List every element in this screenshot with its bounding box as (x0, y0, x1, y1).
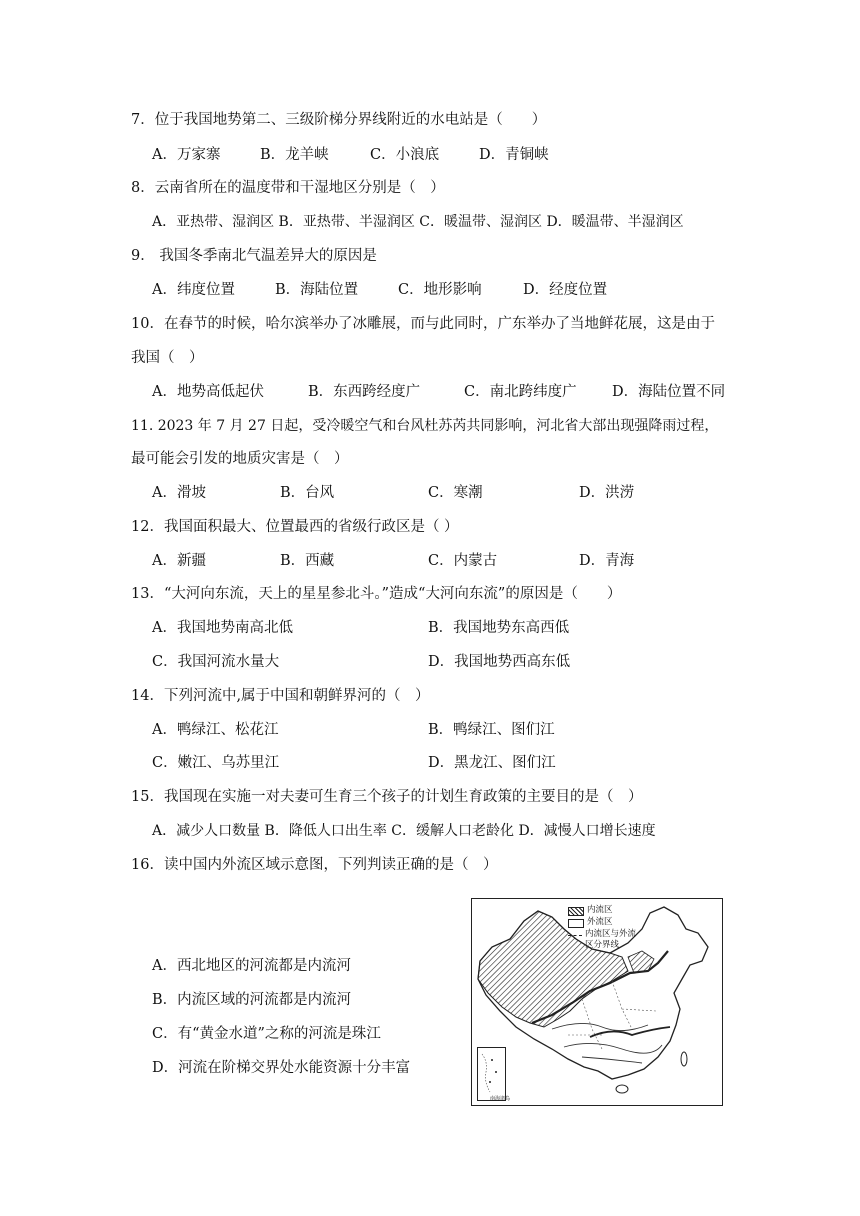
q11-stem-line1: 11. 2023 年 7 月 27 日起，受冷暖空气和台风杜苏芮共同影响，河北省大部出现强降雨过程， (131, 418, 719, 434)
q10-option-a: A．地势高低起伏 (152, 384, 264, 400)
q16-option-d: D．河流在阶梯交界处水能资源十分丰富 (152, 1060, 411, 1076)
q13-option-b: B．我国地势东高西低 (428, 620, 570, 636)
china-drainage-map (471, 898, 723, 1106)
q9-option-b: B．海陆位置 (275, 282, 359, 298)
q14-option-c: C．嫩江、乌苏里江 (152, 755, 280, 771)
q14-option-a: A．鸭绿江、松花江 (152, 722, 279, 738)
q8-stem: 8．云南省所在的温度带和干湿地区分别是（ ） (131, 180, 445, 196)
q8-options: A．亚热带、湿润区 B．亚热带、半湿润区 C．暖温带、湿润区 D．暖温带、半湿润区 (152, 214, 684, 230)
q11-option-d: D．洪涝 (579, 485, 635, 501)
q7-option-b: B．龙羊峡 (260, 147, 329, 163)
q10-option-d: D．海陆位置不同 (612, 384, 726, 400)
legend-inland-label: 内流区 (587, 905, 613, 915)
q9-option-c: C．地形影响 (398, 282, 482, 298)
q13-option-d: D．我国地势西高东低 (428, 654, 571, 670)
q12-option-d: D．青海 (579, 553, 635, 569)
q7-option-d: D．青铜峡 (479, 147, 549, 163)
q12-option-c: C．内蒙古 (428, 553, 498, 569)
q13-option-c: C．我国河流水量大 (152, 654, 280, 670)
south-china-sea-inset (477, 1047, 506, 1101)
q13-stem: 13．“大河向东流，天上的星星参北斗。”造成“大河向东流”的原因是（ ） (131, 586, 622, 602)
q14-option-d: D．黑龙江、图们江 (428, 755, 556, 771)
q16-stem: 16．读中国内外流区域示意图，下列判读正确的是（ ） (131, 857, 498, 873)
q11-option-a: A．滑坡 (152, 485, 206, 501)
q14-stem: 14．下列河流中,属于中国和朝鲜界河的（ ） (131, 688, 430, 704)
q13-option-a: A．我国地势南高北低 (152, 620, 293, 636)
q7-stem: 7．位于我国地势第二、三级阶梯分界线附近的水电站是（ ） (131, 112, 547, 128)
q12-option-b: B．西藏 (280, 553, 335, 569)
q15-stem: 15．我国现在实施一对夫妻可生育三个孩子的计划生育政策的主要目的是（ ） (131, 789, 643, 805)
q16-option-a: A．西北地区的河流都是内流河 (152, 958, 351, 974)
q12-option-a: A．新疆 (152, 553, 206, 569)
legend-inland-swatch (568, 907, 584, 916)
hainan-island (616, 1085, 628, 1093)
q7-option-c: C．小浪底 (370, 147, 440, 163)
inset-label: 南海诸岛 (490, 1096, 511, 1102)
q14-option-b: B．鸭绿江、图们江 (428, 722, 555, 738)
q11-stem-line2: 最可能会引发的地质灾害是（ ） (131, 451, 349, 467)
q11-option-c: C．寒潮 (428, 485, 483, 501)
q11-option-b: B．台风 (280, 485, 335, 501)
q12-stem: 12．我国面积最大、位置最西的省级行政区是（ ） (131, 519, 459, 535)
legend-outer-label: 外流区 (587, 917, 613, 927)
q16-option-c: C．有“黄金水道”之称的河流是珠江 (152, 1026, 381, 1042)
legend-boundary-label: 内流区与外流区分界线 (585, 929, 637, 950)
q10-option-b: B．东西跨经度广 (308, 384, 421, 400)
q16-option-b: B．内流区域的河流都是内流河 (152, 992, 352, 1008)
taiwan-island (681, 1052, 687, 1066)
q10-stem-line1: 10．在春节的时候，哈尔滨举办了冰雕展，而与此同时，广东举办了当地鲜花展，这是由于 (131, 316, 715, 332)
q15-options: A．减少人口数量 B．降低人口出生率 C．缓解人口老龄化 D．减慢人口增长速度 (152, 823, 656, 839)
q7-option-a: A．万家寨 (152, 147, 221, 163)
legend-boundary-swatch (568, 935, 582, 936)
map-legend (568, 905, 637, 952)
q9-option-d: D．经度位置 (523, 282, 608, 298)
q10-stem-line2: 我国（ ） (131, 350, 204, 366)
legend-outer-swatch (568, 919, 584, 928)
q9-option-a: A．纬度位置 (152, 282, 235, 298)
q9-stem: 9． 我国冬季南北气温差异大的原因是 (131, 248, 377, 264)
q10-option-c: C．南北跨纬度广 (464, 384, 577, 400)
